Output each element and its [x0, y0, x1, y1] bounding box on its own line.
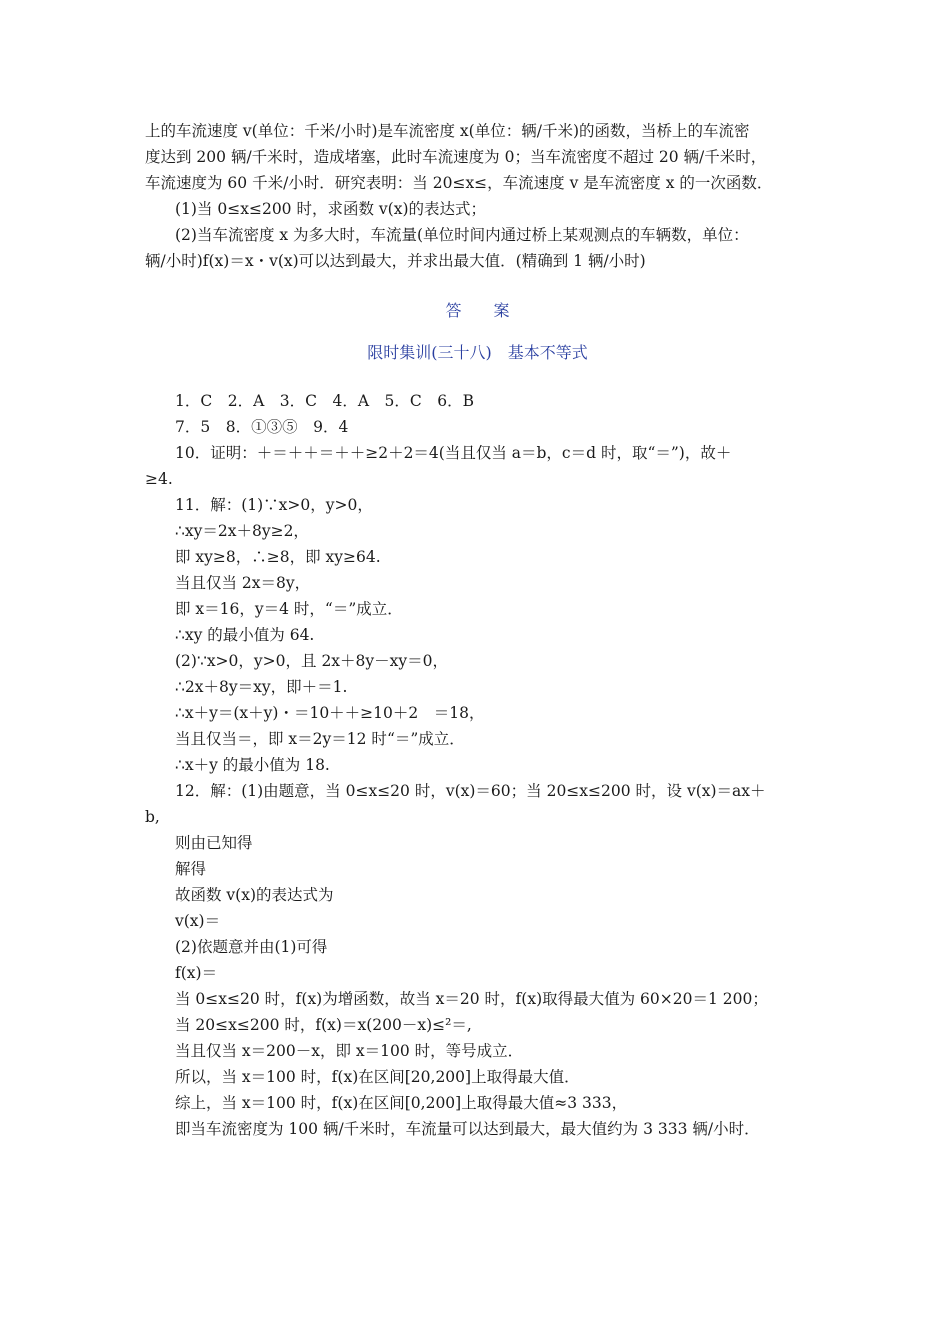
- answer-line: v(x)＝: [175, 912, 221, 930]
- answer-line: 7．5 8．①③⑤ 9．4: [175, 418, 349, 436]
- answer-line: 故函数 v(x)的表达式为: [175, 886, 334, 904]
- answer-line: 当 20≤x≤200 时，f(x)＝x(200－x)≤²＝,: [175, 1016, 472, 1034]
- problem-line-1: 上的车流速度 v(单位：千米/小时)是车流密度 x(单位：辆/千米)的函数，当桥上的车流密: [145, 122, 750, 140]
- answer-line: 当且仅当 x＝200－x，即 x＝100 时，等号成立．: [175, 1042, 524, 1060]
- problem-line-2: 度达到 200 辆/千米时，造成堵塞，此时车流速度为 0；当车流密度不超过 20 辆/千米时，: [145, 148, 767, 166]
- answer-line: 即 xy≥8，∴≥8，即 xy≥64.: [175, 548, 381, 566]
- answer-line: 12．解：(1)由题意，当 0≤x≤20 时，v(x)＝60；当 20≤x≤200 时，设 v(x)＝ax＋: [175, 782, 766, 800]
- problem-part-2: (2)当车流密度 x 为多大时，车流量(单位时间内通过桥上某观测点的车辆数，单位：: [175, 226, 749, 244]
- answer-line: ≥4.: [145, 470, 173, 488]
- answer-line: 则由已知得: [175, 834, 253, 852]
- answer-line: ∴xy＝2x＋8y≥2，: [175, 522, 309, 540]
- problem-line-6: 辆/小时)f(x)＝x・v(x)可以达到最大，并求出最大值．(精确到 1 辆/小时): [145, 252, 646, 270]
- answer-line: 即当车流密度为 100 辆/千米时，车流量可以达到最大，最大值约为 3 333 辆/小时．: [175, 1120, 760, 1138]
- answer-line: 11．解：(1)∵x>0，y>0，: [175, 496, 373, 514]
- answer-line: 当且仅当＝，即 x＝2y＝12 时“＝”成立．: [175, 730, 465, 748]
- answer-line: b,: [145, 808, 160, 826]
- answer-line: (2)∵x>0，y>0，且 2x＋8y－xy＝0，: [175, 652, 449, 670]
- problem-part-1: (1)当 0≤x≤200 时，求函数 v(x)的表达式；: [175, 200, 486, 218]
- answers-block: [145, 388, 810, 1142]
- answer-line: f(x)＝: [175, 964, 218, 982]
- answer-line: 综上，当 x＝100 时，f(x)在区间[0,200]上取得最大值≈3 333，: [175, 1094, 628, 1112]
- document-page: [145, 118, 810, 1142]
- section-heading: 限时集训(三十八) 基本不等式: [367, 343, 588, 362]
- answer-line: ∴x＋y＝(x＋y)・＝10＋＋≥10＋2 ＝18，: [175, 704, 485, 722]
- answer-heading: 答 案: [445, 301, 510, 320]
- problem-block: [145, 118, 810, 274]
- answer-line: 即 x＝16，y＝4 时，“＝”成立．: [175, 600, 403, 618]
- answer-line: ∴xy 的最小值为 64.: [175, 626, 315, 644]
- problem-line-3: 车流速度为 60 千米/小时．研究表明：当 20≤x≤，车流速度 v 是车流密度 x 的一次函数．: [145, 174, 773, 192]
- answer-line: (2)依题意并由(1)可得: [175, 938, 328, 956]
- answer-line: 当且仅当 2x＝8y，: [175, 574, 311, 592]
- answer-line: ∴x＋y 的最小值为 18.: [175, 756, 330, 774]
- answer-line: 当 0≤x≤20 时，f(x)为增函数，故当 x＝20 时，f(x)取得最大值为 60×20＝1 200；: [175, 990, 768, 1008]
- answer-line: 解得: [175, 860, 207, 878]
- answer-line: 1．C 2．A 3．C 4．A 5．C 6．B: [175, 392, 475, 410]
- answer-line: 所以，当 x＝100 时，f(x)在区间[20,200]上取得最大值．: [175, 1068, 580, 1086]
- answer-line: ∴2x＋8y＝xy，即＋＝1.: [175, 678, 348, 696]
- answer-line: 10．证明：＋＝＋＋＝＋＋≥2＋2＝4(当且仅当 a＝b，c＝d 时，取“＝”)，故＋: [175, 444, 732, 462]
